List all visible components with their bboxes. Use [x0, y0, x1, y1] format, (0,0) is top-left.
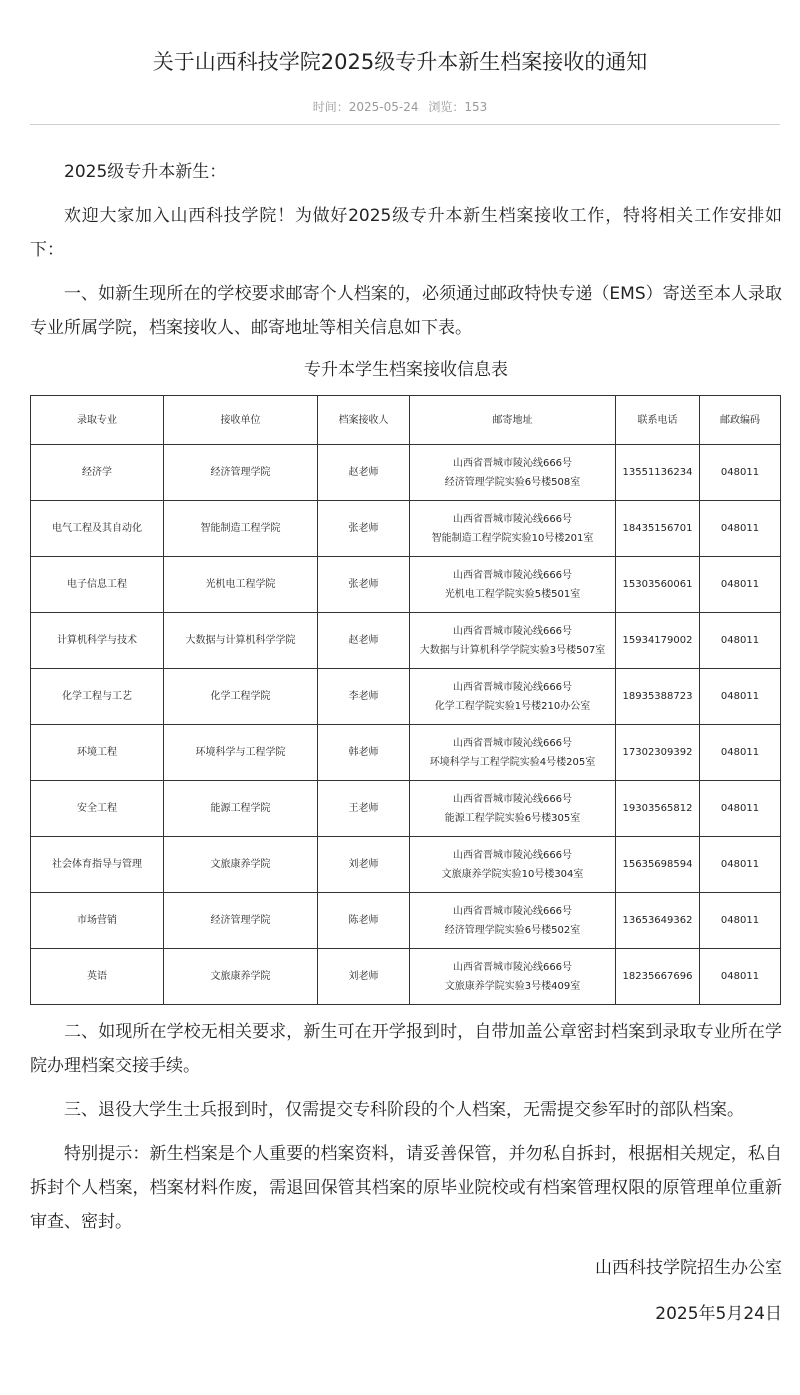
point-three-paragraph: 三、退役大学生士兵报到时，仅需提交专科阶段的个人档案，无需提交参军时的部队档案。	[64, 1100, 744, 1120]
cell-phone: 15303560061	[616, 557, 700, 613]
header-unit: 接收单位	[164, 396, 318, 445]
address-line-1: 山西省晋城市陵沁线666号	[452, 457, 573, 469]
cell-unit: 经济管理学院	[164, 445, 318, 501]
cell-address	[410, 837, 616, 893]
address-line-1: 山西省晋城市陵沁线666号	[452, 569, 573, 581]
cell-phone: 13653649362	[616, 893, 700, 949]
cell-postcode: 048011	[700, 837, 781, 893]
table-body	[31, 445, 781, 1005]
address-line-2: 光机电工程学院实验5楼501室	[444, 588, 581, 600]
cell-address	[410, 613, 616, 669]
cell-postcode: 048011	[700, 613, 781, 669]
cell-receiver: 赵老师	[318, 445, 410, 501]
address-line-1: 山西省晋城市陵沁线666号	[452, 905, 573, 917]
cell-address	[410, 557, 616, 613]
address-line-2: 文旅康养学院实验3号楼409室	[444, 980, 581, 992]
header-postcode: 邮政编码	[700, 396, 781, 445]
table-row	[31, 949, 781, 1005]
signature: 山西科技学院招生办公室	[595, 1258, 782, 1278]
cell-postcode: 048011	[700, 669, 781, 725]
table-row	[31, 669, 781, 725]
cell-unit: 经济管理学院	[164, 893, 318, 949]
cell-major: 社会体育指导与管理	[31, 837, 164, 893]
address-line-1: 山西省晋城市陵沁线666号	[452, 625, 573, 637]
article-body	[30, 155, 782, 1331]
cell-address	[410, 893, 616, 949]
cell-unit: 文旅康养学院	[164, 837, 318, 893]
cell-phone: 13551136234	[616, 445, 700, 501]
page-title: 关于山西科技学院2025级专升本新生档案接收的通知	[152, 50, 648, 74]
cell-address	[410, 781, 616, 837]
cell-receiver: 韩老师	[318, 725, 410, 781]
address-line-1: 山西省晋城市陵沁线666号	[452, 849, 573, 861]
cell-receiver: 王老师	[318, 781, 410, 837]
cell-receiver: 刘老师	[318, 837, 410, 893]
cell-receiver: 张老师	[318, 501, 410, 557]
table-row	[31, 837, 781, 893]
table-row	[31, 781, 781, 837]
address-line-2: 经济管理学院实验6号楼502室	[444, 924, 581, 936]
address-line-1: 山西省晋城市陵沁线666号	[452, 793, 573, 805]
table-caption: 专升本学生档案接收信息表	[304, 360, 508, 380]
intro-paragraph: 欢迎大家加入山西科技学院！为做好2025级专升本新生档案接收工作，特将相关工作安排如下：	[30, 206, 782, 260]
cell-phone: 18235667696	[616, 949, 700, 1005]
view-count: 浏览：153	[428, 100, 488, 114]
cell-major: 市场营销	[31, 893, 164, 949]
point-two-paragraph: 二、如现所在学校无相关要求，新生可在开学报到时，自带加盖公章密封档案到录取专业所在学院办理档案交接手续。	[30, 1022, 782, 1076]
cell-postcode: 048011	[700, 725, 781, 781]
cell-address	[410, 725, 616, 781]
address-line-2: 能源工程学院实验6号楼305室	[444, 812, 581, 824]
cell-major: 经济学	[31, 445, 164, 501]
cell-receiver: 李老师	[318, 669, 410, 725]
cell-unit: 文旅康养学院	[164, 949, 318, 1005]
address-line-2: 经济管理学院实验6号楼508室	[444, 476, 581, 488]
address-line-1: 山西省晋城市陵沁线666号	[452, 681, 573, 693]
address-line-2: 智能制造工程学院实验10号楼201室	[431, 532, 594, 544]
cell-phone: 15635698594	[616, 837, 700, 893]
point-one-paragraph: 一、如新生现所在的学校要求邮寄个人档案的，必须通过邮政特快专递（EMS）寄送至本人录取专业所属学院，档案接收人、邮寄地址等相关信息如下表。	[30, 284, 782, 338]
cell-unit: 智能制造工程学院	[164, 501, 318, 557]
table-row	[31, 445, 781, 501]
cell-major: 化学工程与工艺	[31, 669, 164, 725]
cell-major: 电子信息工程	[31, 557, 164, 613]
cell-phone: 18435156701	[616, 501, 700, 557]
cell-postcode: 048011	[700, 781, 781, 837]
cell-phone: 17302309392	[616, 725, 700, 781]
address-line-2: 化学工程学院实验1号楼210办公室	[434, 700, 591, 712]
table-row	[31, 501, 781, 557]
special-notice-paragraph: 特别提示：新生档案是个人重要的档案资料，请妥善保管，并勿私自拆封，根据相关规定，私自拆封个人档案，档案材料作废，需退回保管其档案的原毕业院校或有档案管理权限的原管理单位重新审查、密封。	[30, 1144, 782, 1232]
cell-address	[410, 445, 616, 501]
title-divider	[30, 124, 780, 125]
cell-phone: 19303565812	[616, 781, 700, 837]
table-row	[31, 613, 781, 669]
cell-receiver: 赵老师	[318, 613, 410, 669]
cell-postcode: 048011	[700, 949, 781, 1005]
cell-address	[410, 501, 616, 557]
address-line-1: 山西省晋城市陵沁线666号	[452, 513, 573, 525]
cell-unit: 光机电工程学院	[164, 557, 318, 613]
publish-time: 时间：2025-05-24	[312, 100, 419, 114]
table-header-row	[31, 396, 781, 445]
header-phone: 联系电话	[616, 396, 700, 445]
cell-unit: 化学工程学院	[164, 669, 318, 725]
table-row	[31, 557, 781, 613]
cell-postcode: 048011	[700, 501, 781, 557]
cell-postcode: 048011	[700, 893, 781, 949]
cell-receiver: 刘老师	[318, 949, 410, 1005]
address-line-2: 大数据与计算机科学学院实验3号楼507室	[419, 644, 606, 656]
cell-major: 电气工程及其自动化	[31, 501, 164, 557]
cell-receiver: 陈老师	[318, 893, 410, 949]
archive-info-table	[30, 395, 781, 1005]
table-row	[31, 725, 781, 781]
cell-major: 安全工程	[31, 781, 164, 837]
cell-unit: 环境科学与工程学院	[164, 725, 318, 781]
cell-major: 英语	[31, 949, 164, 1005]
header-receiver: 档案接收人	[318, 396, 410, 445]
cell-receiver: 张老师	[318, 557, 410, 613]
header-address: 邮寄地址	[410, 396, 616, 445]
cell-major: 计算机科学与技术	[31, 613, 164, 669]
cell-phone: 15934179002	[616, 613, 700, 669]
cell-address	[410, 949, 616, 1005]
address-line-2: 文旅康养学院实验10号楼304室	[441, 868, 584, 880]
cell-address	[410, 669, 616, 725]
cell-postcode: 048011	[700, 557, 781, 613]
signature-date: 2025年5月24日	[655, 1304, 782, 1324]
cell-postcode: 048011	[700, 445, 781, 501]
cell-major: 环境工程	[31, 725, 164, 781]
table-row	[31, 893, 781, 949]
cell-unit: 能源工程学院	[164, 781, 318, 837]
cell-phone: 18935388723	[616, 669, 700, 725]
header-major: 录取专业	[31, 396, 164, 445]
salutation: 2025级专升本新生：	[64, 162, 227, 182]
cell-unit: 大数据与计算机科学学院	[164, 613, 318, 669]
article-meta	[0, 98, 800, 115]
address-line-2: 环境科学与工程学院实验4号楼205室	[429, 756, 596, 768]
address-line-1: 山西省晋城市陵沁线666号	[452, 961, 573, 973]
address-line-1: 山西省晋城市陵沁线666号	[452, 737, 573, 749]
